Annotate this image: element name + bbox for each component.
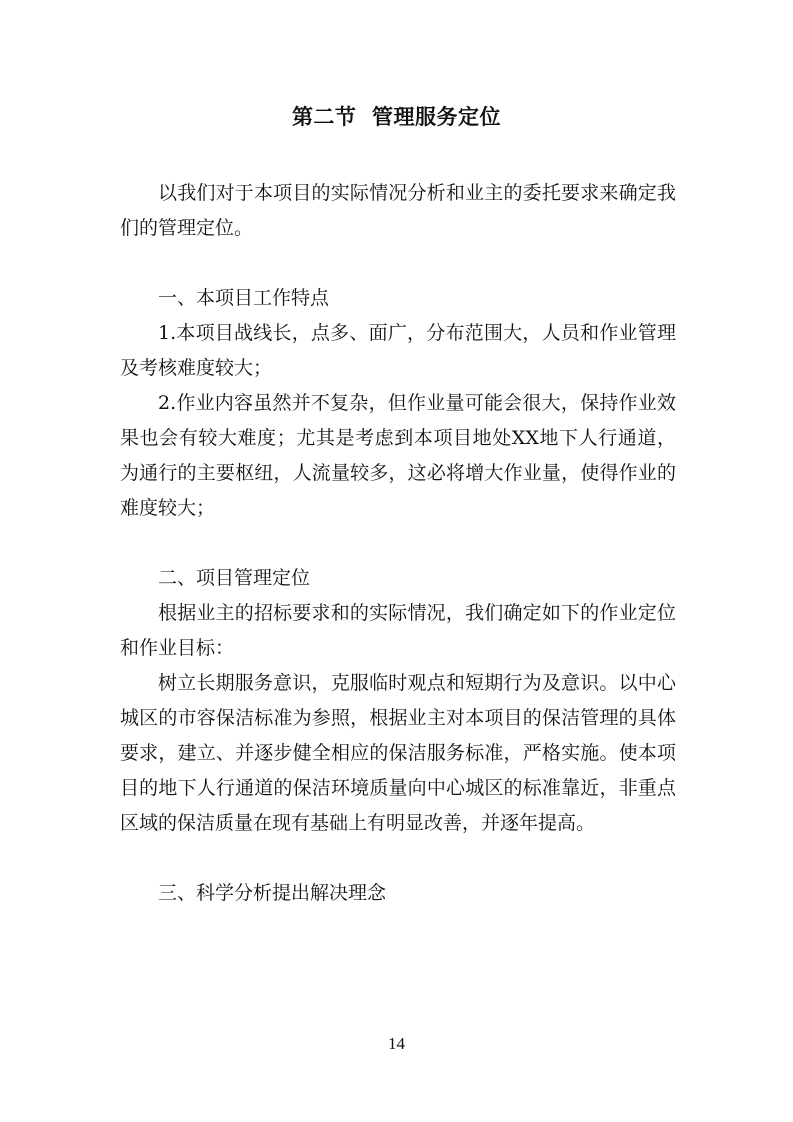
section-2-paragraph-2: 树立长期服务意识，克服临时观点和短期行为及意识。以中心城区的市容保洁标准为参照，根据业主对本项目的保洁管理的具体要求，建立、并逐步健全相应的保洁服务标准，严格实施。使本项目的地下人行通道的保洁环境质量向中心城区的标准靠近，非重点区域的保洁质量在现有基础上有明显改善，并逐年提高。	[120, 672, 676, 834]
page-number: 14	[388, 1034, 405, 1053]
section-1-item-2: 2.作业内容虽然并不复杂，但作业量可能会很大，保持作业效果也会有较大难度；尤其是考虑到本项目地处XX地下人行通道，为通行的主要枢纽，人流量较多，这必将增大作业量，使得作业的难度较大；	[120, 392, 676, 519]
spacer	[120, 246, 676, 281]
section-3-heading: 三、科学分析提出解决理念	[158, 882, 387, 904]
section-2-paragraph-1: 根据业主的招标要求和的实际情况，我们确定如下的作业定位和作业目标：	[120, 602, 676, 659]
spacer	[120, 841, 676, 876]
section-1-item-1: 1.本项目战线长，点多、面广，分布范围大，人员和作业管理及考核难度较大；	[120, 322, 676, 379]
body-text	[120, 176, 676, 911]
section-2-heading: 二、项目管理定位	[158, 567, 311, 589]
intro-paragraph: 以我们对于本项目的实际情况分析和业主的委托要求来确定我们的管理定位。	[120, 182, 676, 239]
spacer	[120, 526, 676, 561]
section-title: 第二节 管理服务定位	[291, 105, 502, 129]
section-1-heading: 一、本项目工作特点	[158, 287, 330, 309]
